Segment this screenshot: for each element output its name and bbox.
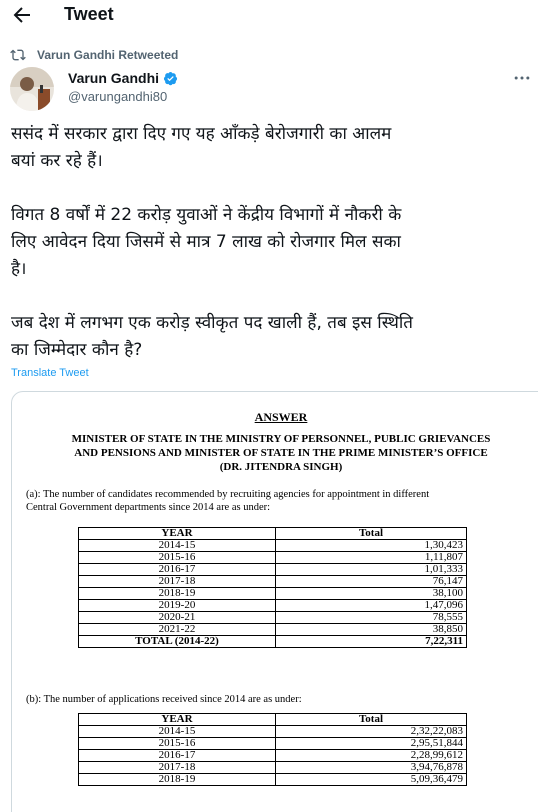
- table-cell-total: 1,01,333: [276, 564, 467, 576]
- table-row: [79, 726, 467, 738]
- translate-tweet-link[interactable]: Translate Tweet: [11, 367, 89, 379]
- doc-minister-line: (DR. JITENDRA SINGH): [219, 461, 343, 473]
- table-cell-year: 2015-16: [79, 738, 276, 750]
- top-bar: [0, 0, 538, 32]
- retweet-icon: [10, 47, 26, 63]
- tweet-line: बयां कर रहे हैं।: [11, 151, 103, 171]
- doc-para-line: Central Government departments since 2014 are as under:: [26, 502, 271, 513]
- table-cell-year: 2016-17: [79, 564, 276, 576]
- more-options-icon[interactable]: [512, 68, 532, 88]
- table-cell-year: 2014-15: [79, 540, 276, 552]
- tweet-paragraph: [11, 121, 538, 175]
- arrow-left-icon[interactable]: [10, 3, 34, 27]
- doc-table-b: [78, 713, 467, 786]
- table-cell-year: 2019-20: [79, 600, 276, 612]
- table-header-total: Total: [276, 714, 467, 726]
- doc-para-b: [26, 693, 536, 706]
- table-cell-total: 38,850: [276, 624, 467, 636]
- table-cell-year: 2021-22: [79, 624, 276, 636]
- tweet-text: [11, 121, 538, 364]
- table-header-year: YEAR: [79, 714, 276, 726]
- doc-para-line: (a): The number of candidates recommended by recruiting agencies for appointment in different: [26, 489, 430, 500]
- table-cell-total-label: TOTAL (2014-22): [79, 636, 276, 648]
- table-row: [79, 624, 467, 636]
- tweet-line: लिए आवेदन दिया जिसमें से मात्र 7 लाख को रोजगार मिल सका: [11, 232, 401, 252]
- table-cell-total: 1,30,423: [276, 540, 467, 552]
- tweet-line: जब देश में लगभग एक करोड़ स्वीकृत पद खाली हैं, तब इस स्थिति: [11, 313, 413, 333]
- table-header-total: Total: [276, 528, 467, 540]
- table-cell-total: 3,94,76,878: [276, 762, 467, 774]
- avatar-image: [10, 67, 54, 111]
- avatar[interactable]: [10, 67, 54, 111]
- table-cell-year: 2015-16: [79, 552, 276, 564]
- tweet-line: का जिम्मेदार कौन है?: [11, 340, 143, 360]
- table-row: [79, 552, 467, 564]
- doc-para-line: (b): The number of applications received since 2014 are as under:: [26, 694, 302, 705]
- table-cell-year: 2018-19: [79, 774, 276, 786]
- table-row: [79, 564, 467, 576]
- table-row: [79, 738, 467, 750]
- table-cell-year: 2017-18: [79, 576, 276, 588]
- author-handle[interactable]: @varungandhi80: [68, 89, 168, 104]
- doc-table-a: [78, 527, 467, 648]
- table-cell-total: 38,100: [276, 588, 467, 600]
- tweet-line: विगत 8 वर्षों में 22 करोड़ युवाओं ने केंद्रीय विभागों में नौकरी के: [11, 205, 402, 225]
- verified-badge-icon: [163, 71, 178, 86]
- table-cell-total: 2,95,51,844: [276, 738, 467, 750]
- table-cell-total: 76,147: [276, 576, 467, 588]
- doc-minister-line: AND PENSIONS AND MINISTER OF STATE IN THE PRIME MINISTER’S OFFICE: [74, 447, 488, 459]
- doc-para-a: [26, 488, 536, 514]
- doc-minister-title: [22, 432, 538, 474]
- page-title: Tweet: [64, 4, 114, 24]
- table-row: [79, 774, 467, 786]
- table-header-row: [79, 528, 467, 540]
- table-row: [79, 600, 467, 612]
- table-cell-total: 2,32,22,083: [276, 726, 467, 738]
- author-name[interactable]: [68, 70, 178, 86]
- tweet-paragraph: [11, 202, 538, 283]
- table-cell-year: 2017-18: [79, 762, 276, 774]
- table-total-row: [79, 636, 467, 648]
- table-cell-year: 2020-21: [79, 612, 276, 624]
- table-row: [79, 540, 467, 552]
- table-cell-total: 78,555: [276, 612, 467, 624]
- table-cell-total: 1,11,807: [276, 552, 467, 564]
- table-cell-year: 2018-19: [79, 588, 276, 600]
- retweet-label: Varun Gandhi Retweeted: [37, 48, 179, 62]
- table-cell-year: 2014-15: [79, 726, 276, 738]
- table-header-row: [79, 714, 467, 726]
- table-row: [79, 588, 467, 600]
- table-cell-year: 2016-17: [79, 750, 276, 762]
- tweet-paragraph: [11, 310, 538, 364]
- doc-heading: ANSWER: [254, 410, 308, 424]
- table-cell-total: 5,09,36,479: [276, 774, 467, 786]
- doc-minister-line: MINISTER OF STATE IN THE MINISTRY OF PERSONNEL, PUBLIC GRIEVANCES: [71, 433, 491, 445]
- table-header-year: YEAR: [79, 528, 276, 540]
- table-row: [79, 750, 467, 762]
- table-cell-total: 1,47,096: [276, 600, 467, 612]
- table-cell-total-value: 7,22,311: [276, 636, 467, 648]
- table-cell-total: 2,28,99,612: [276, 750, 467, 762]
- author-name-text: Varun Gandhi: [68, 70, 160, 86]
- tweet-line: ससंद में सरकार द्वारा दिए गए यह आँकड़े बेरोजगारी का आलम: [11, 124, 392, 144]
- table-row: [79, 612, 467, 624]
- table-row: [79, 762, 467, 774]
- table-row: [79, 576, 467, 588]
- tweet-media-image[interactable]: [11, 391, 538, 812]
- retweet-context[interactable]: [10, 46, 178, 64]
- tweet-line: है।: [11, 259, 27, 279]
